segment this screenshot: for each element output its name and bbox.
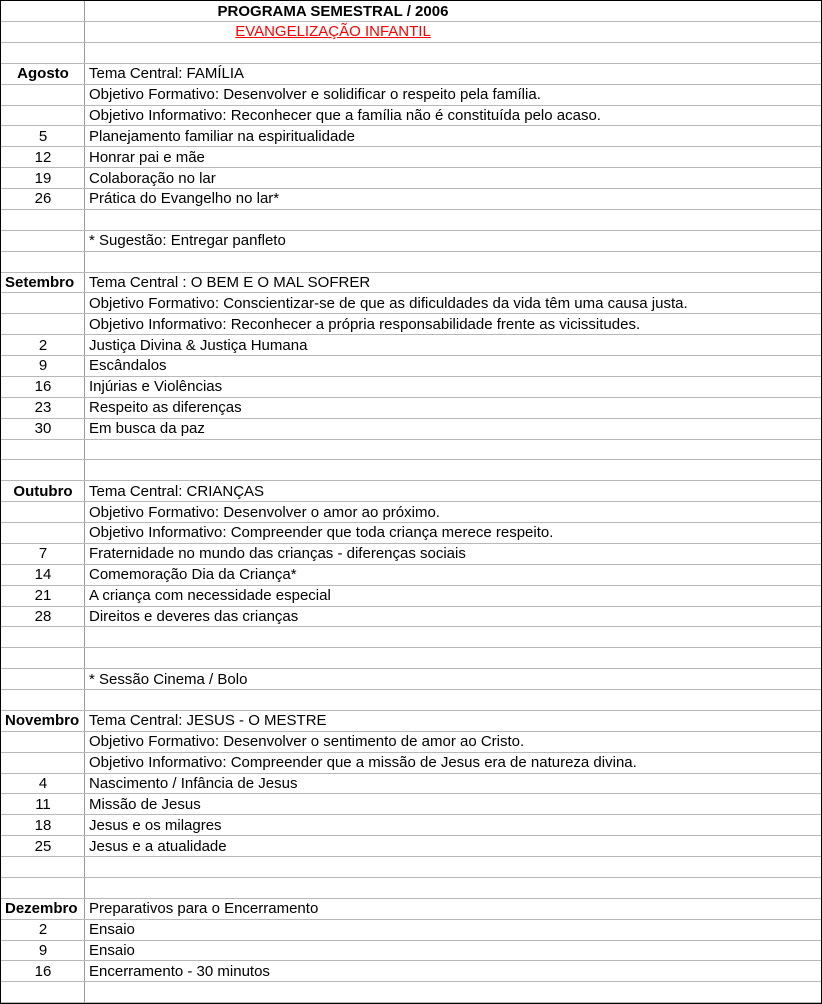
session-topic: Missão de Jesus [89,795,201,813]
objective-row[interactable] [1,732,821,753]
empty-row[interactable] [1,440,821,461]
empty-row[interactable] [1,43,821,64]
informative-objective: Objetivo Informativo: Reconhecer a própria responsabilidade frente as vicissitudes. [89,315,641,333]
session-row[interactable] [1,607,821,628]
session-day: 23 [34,399,52,417]
session-day: 2 [38,921,48,939]
session-day: 14 [34,566,52,584]
empty-row[interactable] [1,690,821,711]
month-label: Dezembro [5,900,78,918]
session-row[interactable] [1,794,821,815]
session-topic: Escândalos [89,357,167,375]
session-topic: Direitos e deveres das crianças [89,607,299,625]
session-day: 16 [34,962,52,980]
session-row[interactable] [1,941,821,962]
session-day: 7 [38,545,48,563]
empty-row[interactable] [1,878,821,899]
session-row[interactable] [1,398,821,419]
session-topic: Encerramento - 30 minutos [89,962,270,980]
empty-row[interactable] [1,460,821,481]
session-row[interactable] [1,961,821,982]
session-day: 9 [38,357,48,375]
session-day: 16 [34,378,52,396]
session-row[interactable] [1,815,821,836]
objective-row[interactable] [1,753,821,774]
month-label: Agosto [17,65,69,83]
session-row[interactable] [1,544,821,565]
month-label: Setembro [5,273,75,291]
note-cell: * Sessão Cinema / Bolo [89,670,248,688]
session-topic: Prática do Evangelho no lar* [89,190,280,208]
session-day: 5 [38,127,48,145]
session-topic: Ensaio [89,921,135,939]
session-row[interactable] [1,335,821,356]
month-label: Outubro [13,482,73,500]
session-row[interactable] [1,920,821,941]
month-row-dezembro[interactable] [1,899,821,920]
empty-row[interactable] [1,857,821,878]
session-day: 25 [34,837,52,855]
month-row-outubro[interactable] [1,481,821,502]
month-label: Novembro [5,712,80,730]
empty-row[interactable] [1,252,821,273]
empty-row[interactable] [1,627,821,648]
month-row-setembro[interactable] [1,273,821,294]
session-topic: Jesus e a atualidade [89,837,227,855]
formative-objective: Objetivo Formativo: Desenvolver e solidificar o respeito pela família. [89,86,541,104]
session-row[interactable] [1,126,821,147]
session-day: 12 [34,148,52,166]
session-row[interactable] [1,419,821,440]
objective-row[interactable] [1,106,821,127]
session-row[interactable] [1,168,821,189]
theme-cell: Preparativos para o Encerramento [89,900,319,918]
subtitle-row[interactable] [1,22,821,43]
formative-objective: Objetivo Formativo: Conscientizar-se de que as dificuldades da vida têm uma causa justa. [89,294,688,312]
empty-row[interactable] [1,210,821,231]
objective-row[interactable] [1,314,821,335]
session-topic: Justiça Divina & Justiça Humana [89,336,308,354]
objective-row[interactable] [1,523,821,544]
session-topic: Respeito as diferenças [89,399,242,417]
session-day: 30 [34,420,52,438]
month-row-novembro[interactable] [1,711,821,732]
session-day: 28 [34,607,52,625]
session-topic: Fraternidade no mundo das crianças - diferenças sociais [89,545,466,563]
month-row-agosto[interactable] [1,64,821,85]
note-row[interactable] [1,231,821,252]
session-day: 26 [34,190,52,208]
session-day: 11 [35,795,51,813]
session-topic: Jesus e os milagres [89,816,222,834]
informative-objective: Objetivo Informativo: Compreender que toda criança merece respeito. [89,524,554,542]
objective-row[interactable] [1,502,821,523]
page-title: PROGRAMA SEMESTRAL / 2006 [217,2,449,20]
session-topic: Ensaio [89,941,135,959]
note-cell: * Sugestão: Entregar panfleto [89,232,286,250]
session-row[interactable] [1,356,821,377]
session-row[interactable] [1,189,821,210]
session-topic: Colaboração no lar [89,169,216,187]
session-topic: Comemoração Dia da Criança* [89,566,297,584]
session-topic: Injúrias e Violências [89,378,223,396]
session-day: 2 [38,336,48,354]
theme-cell: Tema Central : O BEM E O MAL SOFRER [89,273,371,291]
session-row[interactable] [1,774,821,795]
page-subtitle: EVANGELIZAÇÃO INFANTIL [235,23,431,41]
session-day: 21 [34,587,52,605]
session-topic: Planejamento familiar na espiritualidade [89,127,355,145]
title-row[interactable] [1,1,821,22]
session-topic: Em busca da paz [89,420,205,438]
session-topic: Honrar pai e mãe [89,148,205,166]
session-day: 18 [34,816,52,834]
session-topic: A criança com necessidade especial [89,587,331,605]
informative-objective: Objetivo Informativo: Reconhecer que a família não é constituída pelo acaso. [89,106,601,124]
session-day: 9 [38,941,48,959]
empty-row[interactable] [1,648,821,669]
formative-objective: Objetivo Formativo: Desenvolver o amor ao próximo. [89,503,440,521]
note-row[interactable] [1,669,821,690]
empty-row[interactable] [1,982,821,1003]
session-row[interactable] [1,147,821,168]
session-day: 4 [38,774,48,792]
theme-cell: Tema Central: CRIANÇAS [89,482,265,500]
session-row[interactable] [1,565,821,586]
informative-objective: Objetivo Informativo: Compreender que a missão de Jesus era de natureza divina. [89,754,637,772]
session-row[interactable] [1,836,821,857]
session-row[interactable] [1,377,821,398]
theme-cell: Tema Central: FAMÍLIA [89,65,245,83]
objective-row[interactable] [1,85,821,106]
theme-cell: Tema Central: JESUS - O MESTRE [89,712,327,730]
objective-row[interactable] [1,293,821,314]
session-topic: Nascimento / Infância de Jesus [89,774,298,792]
session-day: 19 [34,169,52,187]
session-row[interactable] [1,586,821,607]
formative-objective: Objetivo Formativo: Desenvolver o sentimento de amor ao Cristo. [89,733,525,751]
